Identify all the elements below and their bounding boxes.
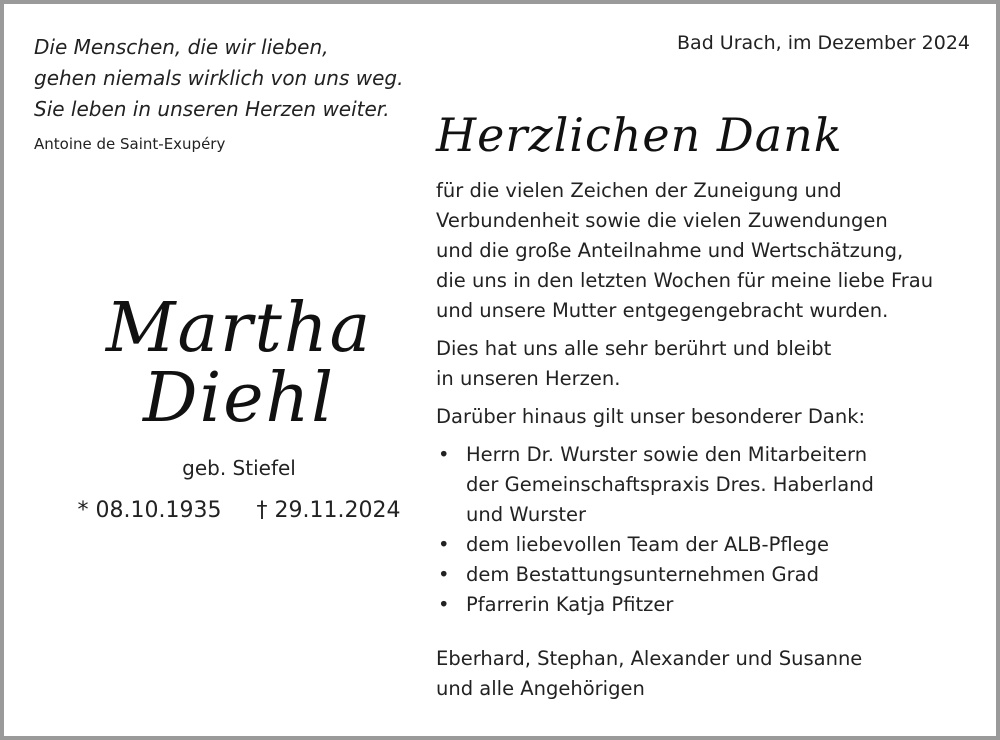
list-item-line: Herrn Dr. Wurster sowie den Mitarbeitern	[466, 443, 868, 466]
thanks-list-item	[436, 530, 981, 560]
quote-line: Die Menschen, die wir lieben,	[34, 35, 329, 59]
bullet-icon: •	[438, 443, 450, 466]
thanks-heading: Herzlichen Dank	[436, 108, 843, 162]
list-item-line: dem liebevollen Team der ALB-Pflege	[466, 533, 829, 556]
signer-line: und alle Angehörigen	[436, 677, 645, 700]
paragraph-line: für die vielen Zeichen der Zuneigung und	[436, 179, 842, 202]
thanks-paragraph	[436, 176, 981, 326]
paragraph-line: und die große Anteilnahme und Wertschätzung,	[436, 239, 904, 262]
maiden-name: geb. Stiefel	[182, 456, 296, 480]
thanks-paragraphs	[436, 176, 981, 432]
bullet-icon: •	[438, 563, 450, 586]
bullet-icon: •	[438, 533, 450, 556]
list-item-text	[466, 440, 874, 530]
thanks-list	[436, 440, 981, 620]
thanks-paragraph	[436, 402, 981, 432]
list-item-line: dem Bestattungsunternehmen Grad	[466, 563, 819, 586]
paragraph-line: Darüber hinaus gilt unser besonderer Dank:	[436, 405, 866, 428]
quote-line: gehen niemals wirklich von uns weg.	[34, 66, 404, 90]
list-item-line: Pfarrerin Katja Pfitzer	[466, 593, 674, 616]
thanks-list-item	[436, 560, 981, 590]
paragraph-line: und unsere Mutter entgegengebracht wurden.	[436, 299, 889, 322]
deceased-info	[34, 289, 444, 523]
quote-author: Antoine de Saint-Exupéry	[34, 135, 226, 153]
deceased-last-name: Diehl	[142, 359, 336, 438]
life-dates	[34, 498, 444, 523]
death-date: † 29.11.2024	[256, 498, 401, 523]
thanks-list-item	[436, 590, 981, 620]
signers	[436, 644, 981, 704]
memorial-quote	[34, 32, 403, 153]
paragraph-line: in unseren Herzen.	[436, 367, 621, 390]
thanks-list-item	[436, 440, 981, 530]
list-item-text	[466, 590, 673, 620]
thanks-paragraph	[436, 334, 981, 394]
place-date: Bad Urach, im Dezember 2024	[677, 32, 970, 54]
paragraph-line: Verbundenheit sowie die vielen Zuwendungen	[436, 209, 888, 232]
paragraph-line: Dies hat uns alle sehr berührt und bleibt	[436, 337, 832, 360]
list-item-line: der Gemeinschaftspraxis Dres. Haberland	[466, 473, 874, 496]
bullet-icon: •	[438, 593, 450, 616]
deceased-first-name: Martha	[105, 289, 373, 368]
list-item-text	[466, 560, 819, 590]
list-item-text	[466, 530, 829, 560]
signer-line: Eberhard, Stephan, Alexander und Susanne	[436, 647, 863, 670]
list-item-line: und Wurster	[466, 503, 587, 526]
quote-line: Sie leben in unseren Herzen weiter.	[34, 97, 390, 121]
thanks-section	[436, 108, 981, 712]
paragraph-line: die uns in den letzten Wochen für meine liebe Frau	[436, 269, 934, 292]
birth-date: * 08.10.1935	[77, 498, 222, 523]
